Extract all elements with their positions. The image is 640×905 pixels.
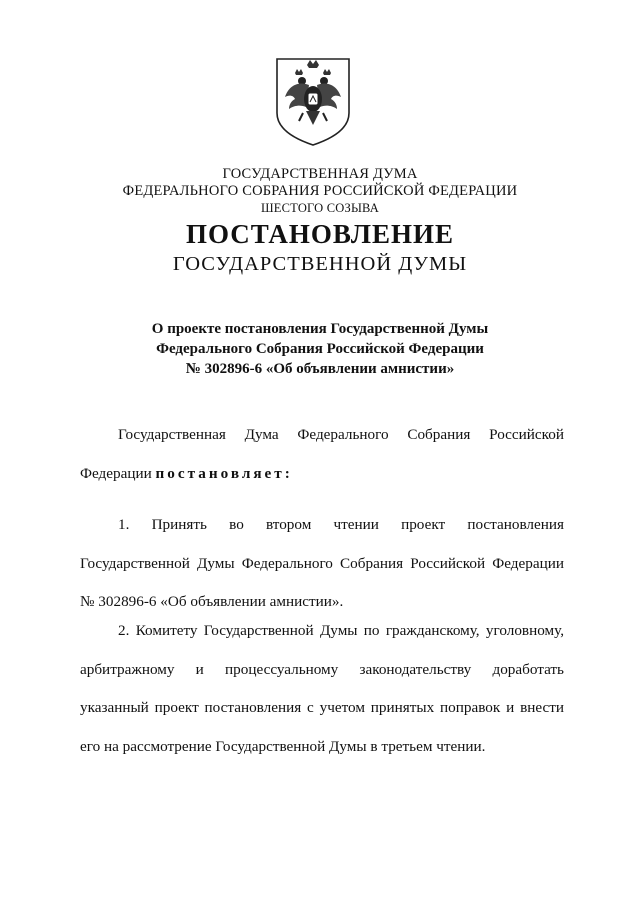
russian-coat-of-arms-icon	[273, 55, 353, 147]
subject-line-1: О проекте постановления Государственной Думы	[151, 321, 489, 337]
intro-text: Государственная Дума Федерального Собрания Российской Федерации	[80, 426, 564, 482]
subject-line-3: № 302896-6 «Об объявлении амнистии»	[185, 361, 455, 377]
document-title: ПОСТАНОВЛЕНИЕ	[185, 219, 455, 249]
authority-line-1: ГОСУДАРСТВЕННАЯ ДУМА	[222, 166, 418, 182]
item-1-text: 1. Принять во втором чтении проект постановления Государственной Думы Федерального Собрания Российской Федерации № 302896-6 «Об объявлении амнистии».	[80, 516, 564, 610]
subject-line-2: Федерального Собрания Российской Федерации	[156, 341, 484, 357]
issuing-authority	[0, 166, 640, 217]
item-2-text: 2. Комитету Государственной Думы по гражданскому, уголовному, арбитражному и процессуальному законодательству доработать указанный проект постановления с учетом принятых поправок и внести его на рассмотрение Государственной Думы в третьем чтении.	[80, 622, 564, 755]
intro-paragraph	[80, 416, 564, 493]
decree-word: постановляет:	[155, 464, 293, 482]
document-subtitle: ГОСУДАРСТВЕННОЙ ДУМЫ	[172, 253, 468, 275]
document-subject	[0, 319, 640, 379]
paragraph-item-1	[80, 506, 564, 622]
authority-line-2: ФЕДЕРАЛЬНОГО СОБРАНИЯ РОССИЙСКОЙ ФЕДЕРАЦИИ	[122, 183, 518, 199]
authority-line-3: ШЕСТОГО СОЗЫВА	[260, 201, 380, 215]
paragraph-item-2	[80, 612, 564, 766]
